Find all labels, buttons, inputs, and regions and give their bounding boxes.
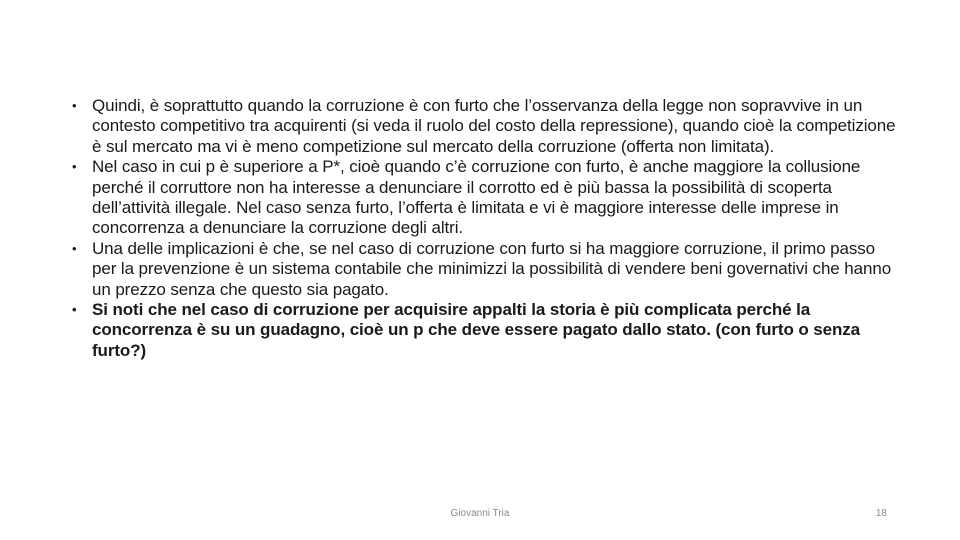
- bullet-text-4: Si noti che nel caso di corruzione per acquisire appalti la storia è più complicata perché la concorrenza è su un guadagno, cioè un p che deve essere pagato dallo stato. (con furto o senza furto?): [92, 300, 861, 360]
- slide-content: [72, 96, 902, 361]
- bullet-text-1: Quindi, è soprattutto quando la corruzione è con furto che l’osservanza della legge non sopravvive in un contesto competitivo tra acquirenti (si veda il ruolo del costo della repressione), quando cioè la competizione è sul mercato ma vi è meno competizione sul mercato della corruzione (offerta non limitata).: [92, 96, 896, 156]
- bullet-marker-icon: •: [72, 240, 77, 256]
- bullet-text-3: Una delle implicazioni è che, se nel caso di corruzione con furto si ha maggiore corruzione, il primo passo per la prevenzione è un sistema contabile che minimizzi la possibilità di vendere beni governativi che hanno un prezzo senza che questo sia pagato.: [92, 238, 892, 299]
- slide-number: 18: [875, 508, 887, 519]
- bullet-item-1: [72, 96, 902, 157]
- bullet-list: [72, 96, 902, 361]
- bullet-item-3: [72, 239, 902, 300]
- bullet-text-2: Nel caso in cui p è superiore a P*, cioè quando c’è corruzione con furto, è anche maggiore la collusione perché il corruttore non ha interesse a denunciare il corrotto ed è più bassa la possibilità di scoperta dell’attività illegale. Nel caso senza furto, l’offerta è limitata e vi è maggiore interesse delle imprese in concorrenza a denunciare la corruzione degli altri.: [92, 157, 861, 238]
- bullet-marker-icon: •: [72, 159, 77, 175]
- bullet-marker-icon: •: [72, 98, 77, 113]
- bullet-item-4: [72, 300, 902, 361]
- footer-author: Giovanni Tria: [450, 508, 510, 519]
- bullet-marker-icon: •: [72, 302, 77, 318]
- bullet-item-2: [72, 157, 902, 239]
